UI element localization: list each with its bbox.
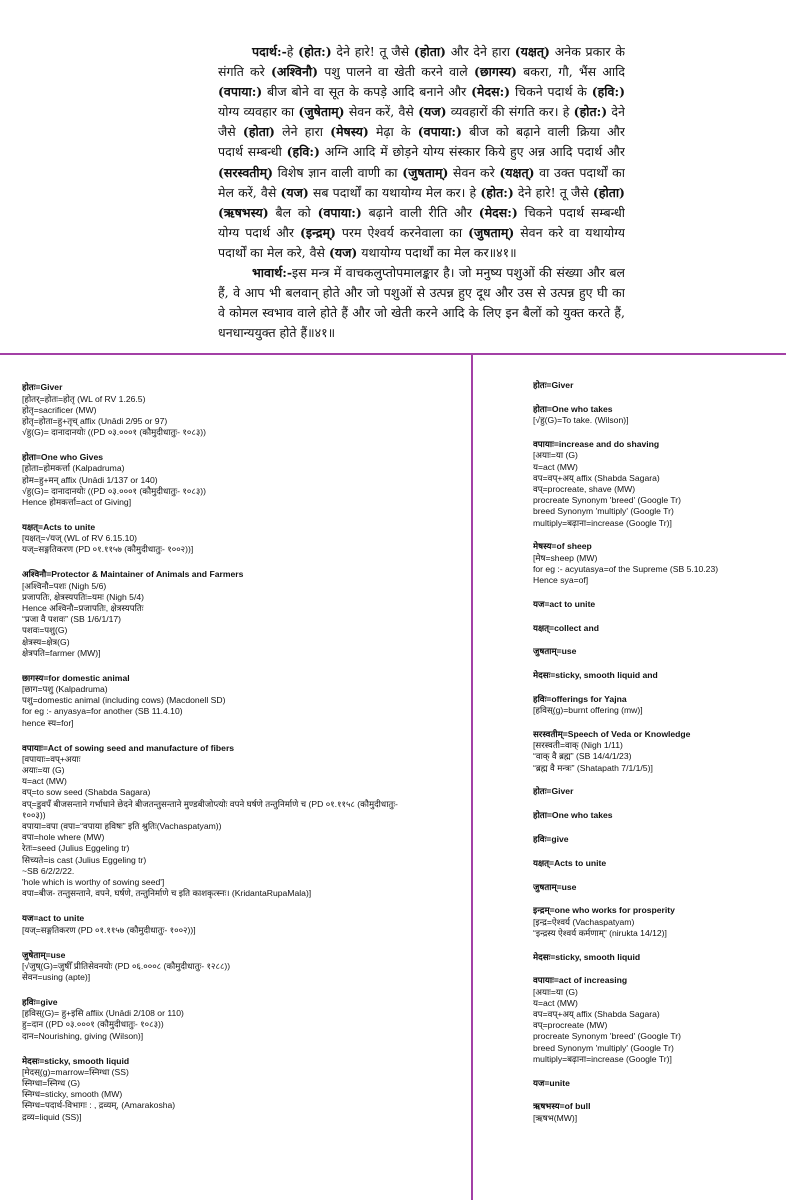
highlighted-term: (मेषस्य) xyxy=(330,124,369,140)
glossary-line: procreate Synonym 'breed' (Google Tr) xyxy=(533,495,682,506)
glossary-line: 'hole which is worthy of sowing seed'] xyxy=(22,877,165,888)
highlighted-term: (होत:) xyxy=(480,184,514,200)
highlighted-term: (ऋषभस्य) xyxy=(218,204,269,220)
purport-line xyxy=(218,303,625,323)
text-run: देने हारे! तू जैसे xyxy=(331,44,414,59)
text-run: मेल करें, वैसे xyxy=(218,184,281,200)
highlighted-term: (सरस्वतीम्) xyxy=(218,164,274,180)
glossary-entry xyxy=(533,404,781,426)
meaning-paragraph xyxy=(218,42,625,263)
highlighted-term: (छागस्य) xyxy=(473,64,517,80)
highlighted-term: (इन्द्रम्) xyxy=(299,224,336,240)
glossary-term: ऋषभस्य=of bull xyxy=(533,1101,591,1112)
glossary-line: for eg :- anyasya=for another (SB 11.4.10) xyxy=(22,706,183,717)
highlighted-term: पदार्थ:- xyxy=(252,44,287,59)
glossary-entry xyxy=(533,810,781,821)
glossary-line: होतृ=sacrificer (MW) xyxy=(22,404,97,415)
glossary-line: [अयाः=या (G) xyxy=(533,986,578,997)
glossary-term: यक्षत्=Acts to unite xyxy=(22,522,96,533)
glossary-term: यज=unite xyxy=(533,1077,570,1088)
highlighted-term: (यज) xyxy=(280,184,309,200)
glossary-line: वप्=procreate (MW) xyxy=(533,1020,608,1031)
meaning-line xyxy=(218,163,625,183)
text-run: पदार्थों का मेल करे, वैसे xyxy=(218,244,329,260)
glossary-line: क्षेत्रस्य=क्षेत्र(G) xyxy=(22,636,70,647)
glossary-line: “ब्रह्म वै मन्त्रः” (Shatapath 7/1/1/5)] xyxy=(533,762,653,773)
glossary-line: यज्=सङ्गतिकरण (PD ०१.११५७ (कौमुदीधातुः- १००२))] xyxy=(22,544,194,555)
text-run: पदार्थ सम्बन्धी xyxy=(218,144,287,160)
glossary-line: [सरस्वती=वाक् (Nigh 1/11) xyxy=(533,740,623,751)
glossary-line: multiply=बढ़ाना=increase (Google Tr)] xyxy=(533,1053,672,1064)
meaning-line xyxy=(218,203,625,223)
glossary-term: यक्षत्=collect and xyxy=(533,622,599,633)
highlighted-term: (यज) xyxy=(418,104,447,120)
glossary-entry xyxy=(533,729,781,774)
glossary-line: क्षेत्रपति=farmer (MW)] xyxy=(22,647,101,658)
highlighted-term: (यज) xyxy=(328,244,358,260)
highlighted-term: (होत:) xyxy=(573,104,608,120)
glossary-line: होतृ=होता=हु+तृच् affix (Unādi 2/95 or 97) xyxy=(22,416,168,426)
highlighted-term: (वपाया:) xyxy=(218,84,263,100)
glossary-line: [यक्षत्=√यज् (WL of RV 6.15.10) xyxy=(22,533,137,544)
text-run: वे कोमल स्वभाव वाले होते हैं और जो खेती करने आदि के लिए इन बैलों को युक्त करते हैं, xyxy=(218,305,625,321)
glossary-line: breed Synonym 'multiply' (Google Tr) xyxy=(533,506,674,517)
glossary-line: [वपायाः=वप्+अयाः xyxy=(22,753,81,764)
text-run: व्यवहारों की संगति कर। हे xyxy=(446,104,574,120)
glossary-entry xyxy=(22,743,462,900)
glossary-line: procreate Synonym 'breed' (Google Tr) xyxy=(533,1031,682,1042)
glossary-line: वप्=procreate, shave (MW) xyxy=(533,484,636,494)
glossary-entry xyxy=(22,950,462,984)
glossary-term: अश्विनौ=Protector & Maintainer of Animals and Farmers xyxy=(22,569,244,580)
glossary-line: √हु(G)= दानादानयोः ((PD ०३.०००१ (कौमुदीधातुः- १०८३)) xyxy=(22,427,207,438)
glossary-line: “इन्द्रस्य ऐश्वर्य कर्मणाम्” (nirukta 14/12)] xyxy=(533,927,667,938)
glossary-line: अयाः=या (G) xyxy=(22,765,65,776)
glossary-line: [हविस्(G)= हु+इसि affiix (Unādi 2/108 or 110) xyxy=(22,1008,184,1019)
glossary-line: [हविस्(g)=burnt offering (mw)] xyxy=(533,705,643,716)
purport-line xyxy=(218,283,625,303)
glossary-line: [√हु(G)=To take. (Wilson)] xyxy=(533,415,629,426)
highlighted-term: (वपाया:) xyxy=(417,124,462,140)
glossary-line: वप्=to sow seed (Shabda Sagara) xyxy=(22,787,151,798)
glossary-line: वप्=डुवपँ बीजसन्ताने गर्भाधाने छेदने बीजतन्तुसन्ताने मुण्डबीजोप्त्योः वपने घर्षणे तन्तुनिर्माणे च (PD ०१.११५८ (कौमुदीधातुः- xyxy=(22,798,398,809)
glossary-line: “वाक् वै ब्रह्म” (SB 14/4/1/23) xyxy=(533,751,632,762)
glossary-term: होतः=Giver xyxy=(533,786,574,797)
glossary-line: [इन्द्र=ऐश्वर्य (Vachaspatyam) xyxy=(533,916,635,927)
glossary-term: मेदसः=sticky, smooth liquid xyxy=(22,1055,130,1066)
glossary-term: वपायाः=Act of sowing seed and manufacture of fibers xyxy=(22,742,235,753)
meaning-line xyxy=(218,243,625,263)
glossary-line: हु=दान ((PD ०३.०००१ (कौमुदीधातुः- १०८३)) xyxy=(22,1019,164,1030)
text-run: बकरा, गौ, भैंस आदि xyxy=(523,64,625,80)
glossary-line: द्रव्य=liquid (SS)] xyxy=(22,1111,82,1122)
glossary-line: य=act (MW) xyxy=(22,776,67,787)
glossary-line: वपाया=वपा (वपा=“वपाया हविषः” इति श्रुतिः(Vachaspatyam)) xyxy=(22,821,222,832)
highlighted-term: (वपाया:) xyxy=(317,204,362,220)
meaning-line xyxy=(218,223,625,243)
glossary-line: [होता=होमकर्त्ता (Kalpadruma) xyxy=(22,463,125,474)
glossary-line: १००३)) xyxy=(22,809,46,820)
meaning-line xyxy=(218,142,625,162)
meaning-line xyxy=(218,122,625,142)
glossary-line: पशवः=पशु(G) xyxy=(22,625,68,636)
text-run: बढ़ाने वाली रीति और xyxy=(361,204,479,220)
highlighted-term: भावार्थ:- xyxy=(252,265,293,281)
glossary-term: होता=One who takes xyxy=(533,404,613,415)
text-run: परम ऐश्वर्य करनेवाला का xyxy=(335,224,469,240)
highlighted-term: (जुषताम्) xyxy=(402,164,449,180)
text-run: हैं, वे आप भी बलवान् होते और जो पशुओं से उत्पन्न हुए दूध और उस से उत्पन्न हुए घी का xyxy=(218,285,625,301)
glossary-term: होता=One who Gives xyxy=(22,452,104,463)
glossary-line: for eg :- acyutasya=of the Supreme (SB 5.10.23) xyxy=(533,563,719,574)
glossary-entry xyxy=(533,858,781,869)
glossary-line: वपा=बीज- तन्तुसन्ताने, वपने, घर्षणे, तन्तुनिर्माणे च इति काशकृत्स्नः। (KridantaRupaMala)] xyxy=(22,888,312,899)
highlighted-term: (होता) xyxy=(592,184,625,200)
purport-paragraph xyxy=(218,263,625,343)
glossary-line: [√जुष्(G)=जुषीँ प्रीतिसेवनयोः (PD ०६.०००८ (कौमुदीधातुः- १२८८)) xyxy=(22,960,231,971)
text-run: पशु पालने वा खेती करने वाले xyxy=(318,64,474,80)
highlighted-term: (मेदस:) xyxy=(478,204,518,220)
glossary-entry xyxy=(533,952,781,963)
vertical-divider xyxy=(471,355,473,1200)
glossary-term: यक्षत्=Acts to unite xyxy=(533,857,607,868)
text-run: हे xyxy=(286,44,299,59)
text-run: वा उक्त पदार्थों का xyxy=(539,164,625,180)
horizontal-divider xyxy=(0,353,786,355)
glossary-term: मेदसः=sticky, smooth liquid xyxy=(533,951,641,962)
glossary-entry xyxy=(533,694,781,716)
glossary-entry xyxy=(533,882,781,893)
glossary-line: hence स्य=for] xyxy=(22,717,74,728)
glossary-entry xyxy=(533,1078,781,1089)
glossary-entry xyxy=(533,1101,781,1123)
glossary-line: रेतः=seed (Julius Eggeling tr) xyxy=(22,843,130,854)
highlighted-term: (अश्विनौ) xyxy=(270,64,319,80)
highlighted-term: (होता) xyxy=(242,124,275,140)
glossary-term: होता=One who takes xyxy=(533,810,613,821)
glossary-line: वप=वप्+अय् affix (Shabda Sagara) xyxy=(533,1009,660,1019)
glossary-line: स्निग्ध=sticky, smooth (MW) xyxy=(22,1089,123,1100)
glossary-line: [ऋषभ(MW)] xyxy=(533,1112,578,1123)
glossary-line: [मेष=sheep (MW) xyxy=(533,552,598,563)
text-run: योग्य व्यवहार का xyxy=(218,104,299,120)
text-run: विशेष ज्ञान वाली वाणी का xyxy=(273,164,403,180)
glossary-term: हविः=offerings for Yajna xyxy=(533,694,627,704)
text-run: बीज को बढ़ाने वाली क्रिया और xyxy=(461,124,625,140)
glossary-line: दान=Nourishing, giving (Wilson)] xyxy=(22,1030,144,1041)
glossary-entry xyxy=(533,646,781,657)
glossary-term: जुषेताम्=use xyxy=(22,949,66,960)
glossary-line: होम=हु+मन् affix (Unādi 1/137 or 140) xyxy=(22,474,158,485)
glossary-entry xyxy=(22,452,462,508)
glossary-line: सिच्यते=is cast (Julius Eggeling tr) xyxy=(22,854,147,865)
glossary-term: वपायाः=act of increasing xyxy=(533,975,628,986)
glossary-line: [अयाः=या (G) xyxy=(533,450,578,461)
glossary-entry xyxy=(22,913,462,935)
glossary-term: होतः=Giver xyxy=(22,382,63,393)
glossary-right-column xyxy=(533,380,781,1192)
glossary-term: जुषताम्=use xyxy=(533,646,577,657)
glossary-term: मेदसः=sticky, smooth liquid and xyxy=(533,670,658,681)
glossary-entry xyxy=(533,599,781,610)
meaning-line xyxy=(218,183,625,203)
glossary-entry xyxy=(22,673,462,729)
glossary-line: सेवन=using (apte)] xyxy=(22,971,91,982)
text-run: यथायोग्य पदार्थों का मेल कर॥४१॥ xyxy=(357,244,517,260)
text-run: चिकने पदार्थ के xyxy=(510,84,592,100)
text-run: और देने हारा xyxy=(445,44,515,59)
glossary-entry xyxy=(533,905,781,939)
highlighted-term: (हवि:) xyxy=(591,84,625,100)
text-run: मेढ़ा के xyxy=(368,124,418,140)
glossary-term: होतः=Giver xyxy=(533,380,574,391)
text-run: बीज बोने वा सूत के कपड़े आदि बनाने और xyxy=(262,84,472,100)
meaning-line xyxy=(218,42,625,62)
glossary-entry xyxy=(533,834,781,845)
text-run: चिकने पदार्थ सम्बन्धी xyxy=(517,204,625,220)
meaning-line xyxy=(218,102,625,122)
glossary-entry xyxy=(533,380,781,391)
purport-line xyxy=(218,323,625,343)
glossary-line: वपा=hole where (MW) xyxy=(22,832,105,843)
highlighted-term: (होत:) xyxy=(298,44,332,59)
glossary-line: ~SB 6/2/2/22. xyxy=(22,865,75,876)
glossary-entry xyxy=(22,382,462,438)
glossary-line: स्निग्ध=पदार्थ-विभागः : , द्रव्यम्, (Amarakosha) xyxy=(22,1100,176,1111)
text-run: बैल को xyxy=(268,204,318,220)
glossary-term: वपायाः=increase and do shaving xyxy=(533,439,660,450)
highlighted-term: (यक्षत्) xyxy=(499,164,535,180)
highlighted-term: (यक्षत्) xyxy=(514,44,550,59)
glossary-term: हविः=give xyxy=(22,996,58,1007)
text-run: सेवन करें, वैसे xyxy=(344,104,419,120)
mantra-commentary xyxy=(218,42,625,343)
glossary-line: [यज्=सङ्गतिकरण (PD ०१.११५७ (कौमुदीधातुः- १००२))] xyxy=(22,924,196,935)
text-run: सब पदार्थों का यथायोग्य मेल कर। हे xyxy=(308,184,481,200)
glossary-line: [मेदस्(g)=marrow=स्निग्धा (SS) xyxy=(22,1066,129,1077)
glossary-line: [छाग=पशु (Kalpadruma) xyxy=(22,684,108,695)
glossary-entry xyxy=(533,670,781,681)
text-run: सेवन करे वा यथायोग्य xyxy=(514,224,625,240)
highlighted-term: (हवि:) xyxy=(286,144,320,160)
meaning-line xyxy=(218,62,625,82)
purport-line xyxy=(218,263,625,283)
text-run: संगति करे xyxy=(218,64,271,80)
glossary-entry xyxy=(533,786,781,797)
glossary-term: छागस्य=for domestic animal xyxy=(22,672,130,683)
glossary-line: वप=वप्+अय् affix (Shabda Sagara) xyxy=(533,472,660,483)
glossary-term: इन्द्रम्=one who works for prosperity xyxy=(533,905,675,916)
glossary-entry xyxy=(22,522,462,556)
glossary-entry xyxy=(533,975,781,1065)
glossary-line: पशु=domestic animal (including cows) (Macdonell SD) xyxy=(22,695,226,706)
highlighted-term: (जुषताम्) xyxy=(468,224,515,240)
glossary-term: यज=act to unite xyxy=(533,598,596,609)
text-run: इस मन्त्र में वाचकलुप्तोपमालङ्कार है। जो मनुष्य पशुओं की संख्या और बल xyxy=(292,265,625,281)
glossary-line: [होतर्=होतः=होतृ (WL of RV 1.26.5) xyxy=(22,393,146,404)
glossary-term: जुषताम्=use xyxy=(533,881,577,892)
glossary-line: य=act (MW) xyxy=(533,997,578,1008)
highlighted-term: (जुषेताम्) xyxy=(298,104,345,120)
text-run: योग्य पदार्थ और xyxy=(218,224,300,240)
glossary-entry xyxy=(533,623,781,634)
text-run: अनेक प्रकार के xyxy=(554,44,625,59)
glossary-line: √हु(G)= दानादानयोः ((PD ०३.०००१ (कौमुदीधातुः- १०८३)) xyxy=(22,485,207,496)
glossary-entry xyxy=(22,1056,462,1123)
text-run: देने xyxy=(611,104,625,120)
highlighted-term: (मेदस:) xyxy=(471,84,511,100)
glossary-line: [अश्विनौ=पशः (Nigh 5/6) xyxy=(22,580,107,591)
glossary-line: Hence अश्विनौ=प्रजापतिः, क्षेत्रस्यपतिः xyxy=(22,603,144,614)
glossary-left-column xyxy=(22,382,462,1192)
glossary-line: breed Synonym 'multiply' (Google Tr) xyxy=(533,1042,674,1053)
glossary-line: य=act (MW) xyxy=(533,461,578,472)
text-run: जैसे xyxy=(218,124,243,140)
glossary-entry xyxy=(533,439,781,529)
highlighted-term: (होता) xyxy=(413,44,446,59)
text-run: सेवन करे xyxy=(448,164,500,180)
glossary-line: प्रजापतिः, क्षेत्रस्यपतिः=यमः (Nigh 5/4) xyxy=(22,591,144,602)
glossary-line: “प्रजा वै पशवः” (SB 1/6/1/17) xyxy=(22,614,122,625)
glossary-line: Hence होमकर्त्ता=act of Giving] xyxy=(22,497,132,508)
glossary-line: Hence sya=of] xyxy=(533,575,589,586)
glossary-term: सरस्वतीम्=Speech of Veda or Knowledge xyxy=(533,729,691,739)
glossary-term: हविः=give xyxy=(533,834,569,844)
glossary-entry xyxy=(533,541,781,586)
glossary-term: यज=act to unite xyxy=(22,913,85,924)
glossary-term: मेषस्य=of sheep xyxy=(533,541,592,552)
glossary-entry xyxy=(22,997,462,1042)
text-run: अग्नि आदि में छोड़ने योग्य संस्कार किये हुए अन्न आदि पदार्थ और xyxy=(319,144,625,160)
text-run: देने हारे! तू जैसे xyxy=(513,184,593,200)
glossary-entry xyxy=(22,569,462,659)
glossary-line: स्निग्धा=स्निग्ध (G) xyxy=(22,1077,80,1088)
meaning-line xyxy=(218,82,625,102)
text-run: लेने हारा xyxy=(274,124,331,140)
glossary-line: multiply=बढ़ाना=increase (Google Tr)] xyxy=(533,517,672,528)
text-run: धनधान्ययुक्त होते हैं॥४१॥ xyxy=(218,325,336,341)
